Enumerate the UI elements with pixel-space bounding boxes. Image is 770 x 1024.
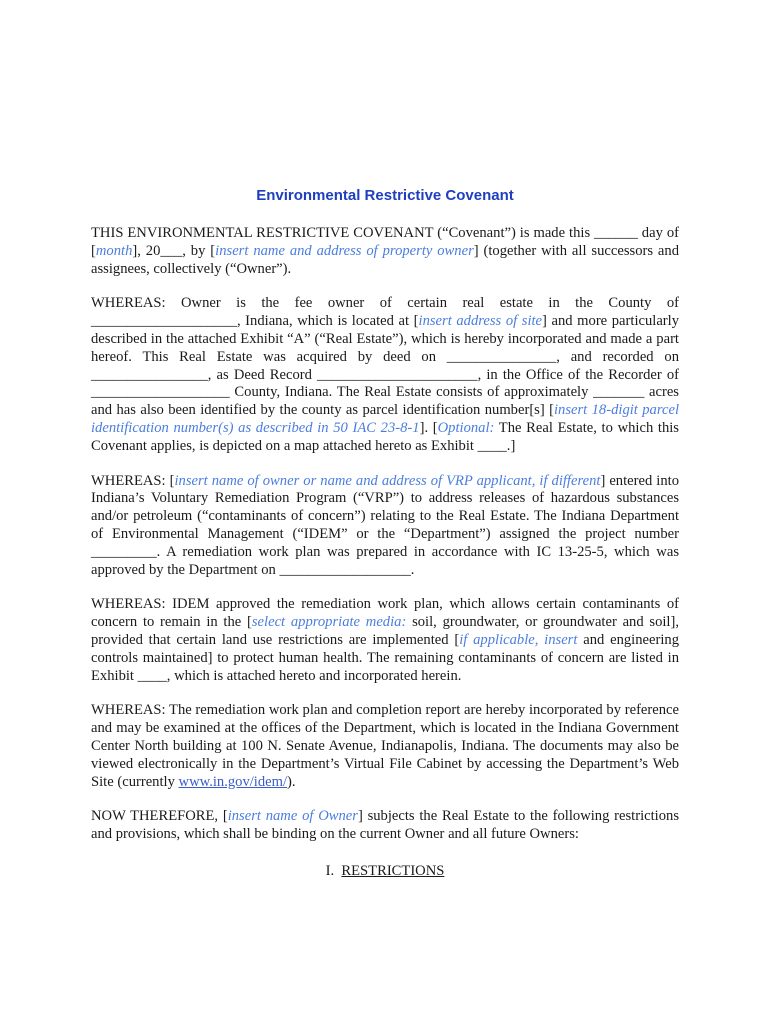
section-number: I. [325, 862, 335, 879]
owner-name-placeholder: insert name of Owner [227, 808, 358, 825]
site-address-placeholder: insert address of site [418, 313, 543, 330]
section-label: RESTRICTIONS [341, 862, 445, 879]
text-run: ] subjects the Real Estate to the following restrictions and provisions, which shall be binding on the current Owner and all future Owners: [91, 808, 679, 843]
optional-placeholder: Optional: [437, 419, 495, 436]
vrp-applicant-placeholder: insert name of owner or name and address of VRP applicant, if different [174, 472, 601, 489]
now-therefore-paragraph [91, 808, 679, 844]
parcel-number-placeholder: insert 18-digit parcel identification number(s) as described in 50 IAC 23-8-1 [91, 402, 679, 436]
text-run: soil, groundwater, or groundwater and soil], provided that certain land use restrictions are implemented [ [91, 614, 679, 648]
applicable-placeholder: if applicable, insert [459, 631, 578, 648]
text-run: WHEREAS: [ [91, 472, 175, 489]
text-run: ] and more particularly described in the attached Exhibit “A” (“Real Estate”), which is hereby incorporated and made a part hereof. This Real Estate was acquired by deed on _______________, and recorded on ________________, as Deed Record ______________________, in the Office of the Recorder of ___________________ County, Indiana. The Real Estate consists of approximately _______ acres and has also been identified by the county as parcel identification number[s] [ [91, 313, 680, 419]
text-run: ] entered into Indiana’s Voluntary Remediation Program (“VRP”) to address releases of hazardous substances and/or petroleum (“contaminants of concern”) relating to the Real Estate. The Indiana Department of Environmental Management (“IDEM” or the “Department”) assigned the project number _________. A remediation work plan was prepared in accordance with IC 13-25-5, which was approved by the Department on __________________. [91, 472, 679, 578]
whereas-vrp-paragraph [91, 473, 679, 580]
text-run: NOW THEREFORE, [ [91, 808, 228, 825]
text-run: WHEREAS: IDEM approved the remediation work plan, which allows certain contaminants of concern to remain in the [ [91, 596, 679, 631]
month-placeholder: month [95, 242, 133, 259]
whereas-documents-paragraph [91, 702, 679, 791]
idem-website-link[interactable]: www.in.gov/idem/ [178, 773, 288, 790]
covenant-intro-paragraph [91, 225, 679, 278]
text-run: ]. [ [419, 419, 438, 436]
media-placeholder: select appropriate media: [251, 614, 407, 631]
whereas-real-estate-paragraph [91, 295, 679, 455]
owner-placeholder: insert name and address of property owner [215, 242, 474, 259]
section-heading-restrictions [91, 862, 679, 880]
text-run: WHEREAS: The remediation work plan and completion report are hereby incorporated by reference and may be examined at the offices of the Department, which is located in the Indiana Government Center North building at 100 N. Senate Avenue, Indianapolis, Indiana. The documents may also be viewed electronically in the Department’s Virtual File Cabinet by accessing the Department’s Web Site (currently [91, 702, 679, 790]
text-run: and engineering controls maintained] to protect human health. The remaining contaminants of concern are listed in Exhibit ____, which is attached hereto and incorporated herein. [91, 631, 679, 684]
document-title: Environmental Restrictive Covenant [256, 187, 514, 204]
text-run: ). [287, 773, 296, 790]
text-run: WHEREAS: Owner is the fee owner of certain real estate in the County of ____________________, Indiana, which is located at [ [91, 295, 679, 330]
text-run: ] (together with all successors and assignees, collectively (“Owner”). [91, 242, 679, 277]
whereas-idem-approval-paragraph [91, 596, 679, 685]
text-run: ], 20___, by [ [132, 242, 216, 259]
text-run: THIS ENVIRONMENTAL RESTRICTIVE COVENANT (“Covenant”) is made this ______ day of [ [91, 225, 679, 259]
text-run: The Real Estate, to which this Covenant applies, is depicted on a map attached hereto as Exhibit ____.] [91, 419, 679, 454]
